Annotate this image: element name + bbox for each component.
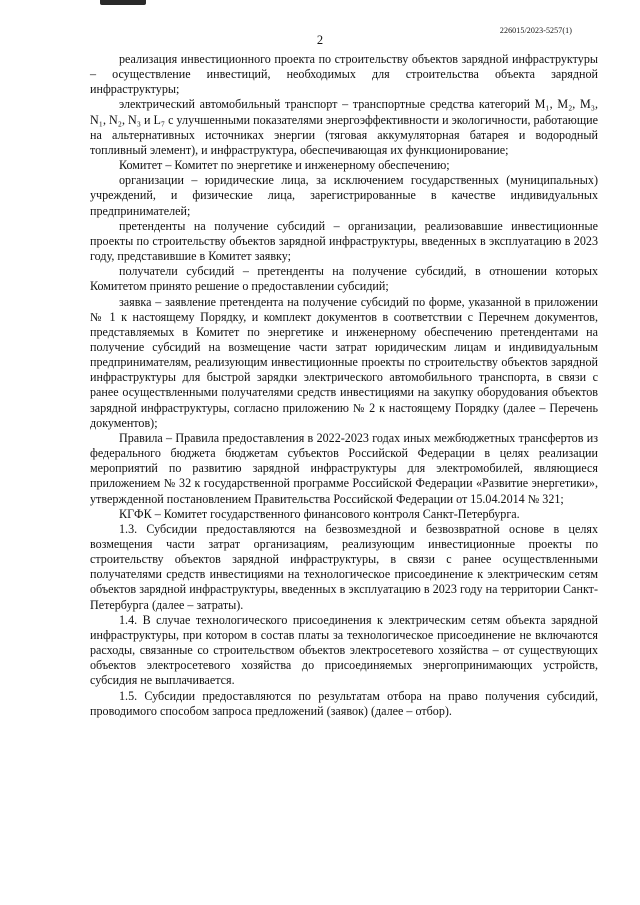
page-number: 2 <box>316 33 324 47</box>
definition-organizations: организации – юридические лица, за исключением государственных (муниципальных) учреждений, и физические лица, зарегистрированные в качестве индивидуальных предпринимателей; <box>90 173 598 218</box>
definition-application: заявка – заявление претендента на получение субсидий по форме, указанной в приложении № 1 к настоящему Порядку, и комплект документов в соответствии с Перечнем документов, представляемых в Комитет по энергетике и инженерному обеспечению претендентами на получение субсидий на возмещение части затрат юридическим лицам и индивидуальным предпринимателям, реализующим инвестиционные проекты по строительству объектов зарядной инфраструктуры для быстрой зарядки электрического автомобильного транспорта, в связи с ранее осуществленными получателями средств инвестициями на закупку оборудования объектов зарядной инфраструктуры, согласно приложению № 2 к настоящему Порядку (далее – Перечень документов); <box>90 294 598 430</box>
scan-artifact <box>100 0 146 5</box>
clause-1-3: 1.3. Субсидии предоставляются на безвозмездной и безвозвратной основе в целях возмещения части затрат организациям, реализующим инвестиционные проекты по строительству объектов зарядной инфраструктуры, в связи с ранее осуществленными получателями средств инвестициями на технологическое присоединение к электрическим сетям объектов зарядной инфраструктуры, введенных в эксплуатацию в 2023 году на территории Санкт-Петербурга (далее – затраты). <box>90 521 598 612</box>
definition-rules: Правила – Правила предоставления в 2022-2023 годах иных межбюджетных трансфертов из федерального бюджета бюджетам субъектов Российской Федерации в целях реализации мероприятий по развитию зарядной инфраструктуры для электромобилей, являющиеся приложением № 32 к государственной программе Российской Федерации «Развитие энергетики», утвержденной постановлением Правительства Российской Федерации от 15.04.2014 № 321; <box>90 430 598 506</box>
definition-investment-project: реализация инвестиционного проекта по строительству объектов зарядной инфраструктуры – осуществление инвестиций, необходимых для строительства объекта зарядной инфраструктуры; <box>90 52 598 97</box>
clause-1-5: 1.5. Субсидии предоставляются по результатам отбора на право получения субсидий, проводимого способом запроса предложений (заявок) (далее – отбор). <box>90 688 598 718</box>
definition-electric-transport: электрический автомобильный транспорт – транспортные средства категорий M₁, M₂, M₃, N₁, N₂, N₃ и L₇ с улучшенными показателями энергоэффективности и экологичности, работающие на альтернативных источниках энергии (тяговая аккумуляторная батарея и водородный топливный элемент), и инфраструктура, обеспечивающая их функционирование; <box>90 97 598 157</box>
definition-committee: Комитет – Комитет по энергетике и инженерному обеспечению; <box>119 158 450 173</box>
definition-applicants: претенденты на получение субсидий – организации, реализовавшие инвестиционные проекты по строительству объектов зарядной инфраструктуры, введенных в эксплуатацию в 2023 году, представившие в Комитет заявку; <box>90 218 598 264</box>
definition-kgfk: КГФК – Комитет государственного финансового контроля Санкт-Петербурга. <box>119 506 520 521</box>
definition-recipients: получатели субсидий – претенденты на получение субсидий, в отношении которых Комитетом принято решение о предоставлении субсидий; <box>90 264 598 294</box>
clause-1-4: 1.4. В случае технологического присоединения к электрическим сетям объекта зарядной инфраструктуры, при котором в состав платы за технологическое присоединение не включаются расходы, связанные со строительством объектов электросетевого хозяйства – от существующих объектов электросетевого хозяйства до присоединяемых энергопринимающих устройств, субсидия не выплачивается. <box>90 612 598 688</box>
document-id: 226015/2023-5257(1) <box>499 26 572 35</box>
document-body <box>90 52 598 719</box>
